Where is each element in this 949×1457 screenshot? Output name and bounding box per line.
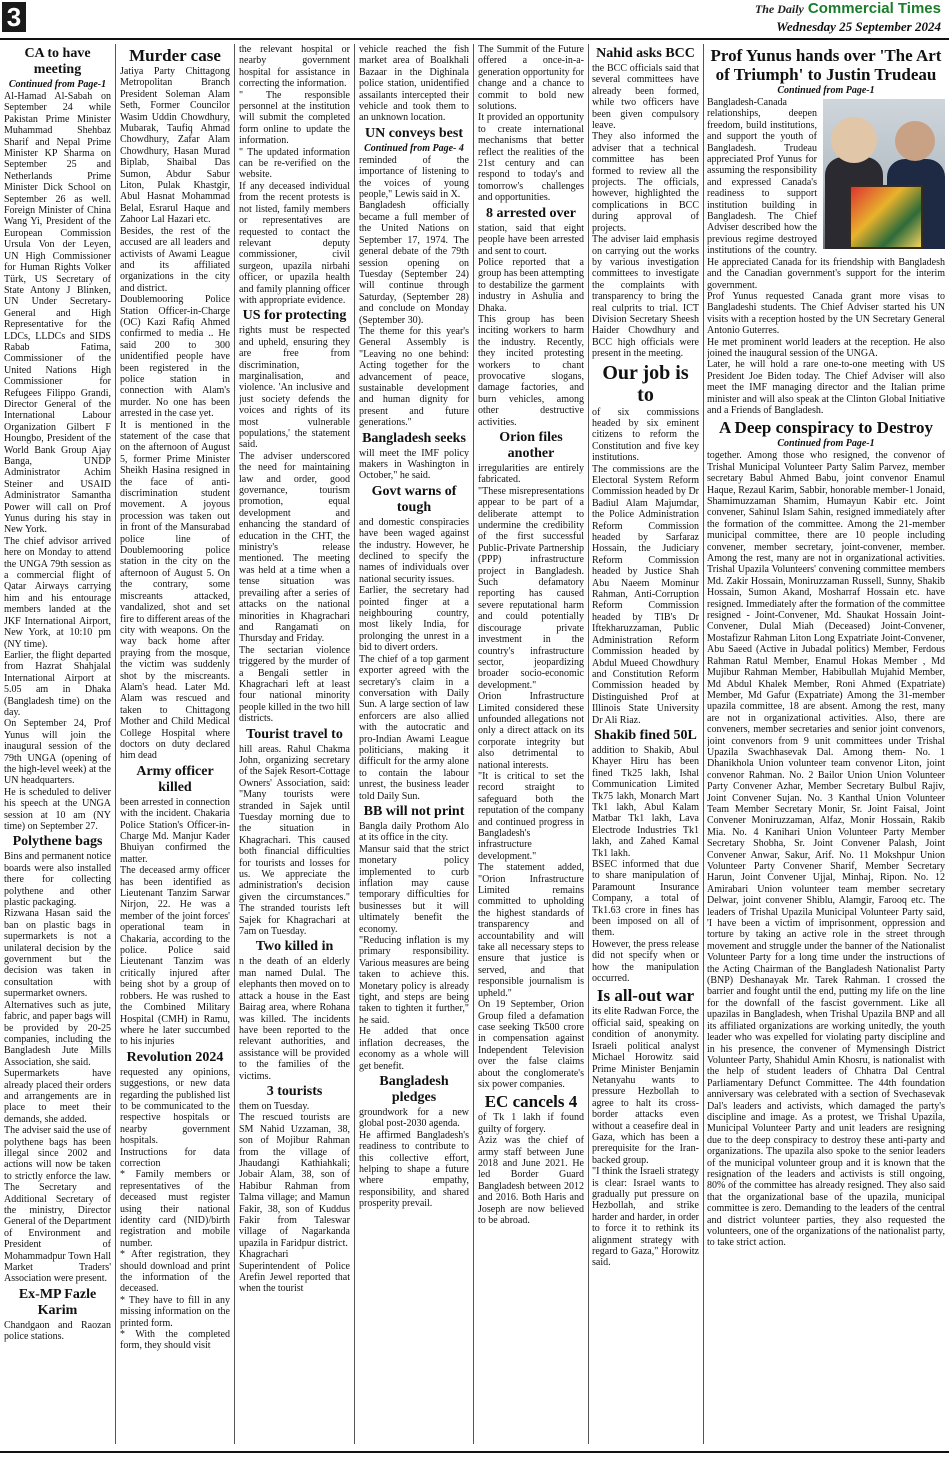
article-paragraph: Khagrachari Superintendent of Police Arefin Jewel reported that when the tourist: [239, 1249, 350, 1295]
article-paragraph: the relevant hospital or nearby government hospital for assistance in correcting the information.: [239, 44, 350, 90]
article-paragraph: The statement added, "Orion Infrastructure Limited remains committed to upholding the highest standards of transparency and accountability and will take all necessary steps to ensure that justice is served, and that responsible journalism is upheld.": [478, 862, 584, 999]
article-paragraph: Aziz was the chief of army staff between June 2018 and June 2021. He led Border Guard Bangladesh between 2012 and 2016. Both Haris and Joseph are now believed to be abroad.: [478, 1135, 584, 1226]
headline-revolution: Revolution 2024: [126, 1049, 224, 1065]
article-paragraph: of Tk 1 lakh if found guilty of forgery.: [478, 1112, 584, 1135]
headline-murder-case: Murder case: [129, 46, 221, 65]
column-3: [239, 44, 350, 1444]
column-divider: [473, 44, 474, 1444]
article-paragraph: On 19 September, Orion Group filed a defamation case seeking Tk500 crore in compensation against Independent Television over the false claims about the conglomerate's six power companies.: [478, 999, 584, 1090]
headline-ca-meeting: CA to have meeting: [24, 46, 91, 77]
article-paragraph: Instructions for data correction: [120, 1146, 230, 1169]
column-2: [120, 44, 230, 1444]
article-paragraph: rights must be respected and upheld, ensuring they are free from discrimination, marginalisation, and violence. 'An inclusive and just society defends the voices and rights of its most vulnerable populations,' the statement said.: [239, 325, 350, 451]
person-head: [831, 117, 877, 163]
article-paragraph: Earlier, the secretary had pointed finger at a neighbouring country, most likely India, for prolonging the unrest in a bid to divert orders.: [359, 585, 469, 654]
article-paragraph: the BCC officials said that several committees have already been formed, while two officers have been given compulsory leave.: [592, 63, 699, 132]
article-paragraph: Chandgaon and Raozan police stations.: [4, 1319, 111, 1343]
article-paragraph: It provided an opportunity to create international mechanisms that better reflect the realities of the 21st century and can respond to today's and tomorrow's challenges and opportunities.: [478, 112, 584, 204]
article-paragraph: * After registration, they should download and print the information of the deceased.: [120, 1249, 230, 1295]
article-paragraph: They also informed the adviser that a technical committee has been formed to review all the projects. The officials, however, highlighted the complications in BCC during approval of projects.: [592, 131, 699, 234]
article-paragraph: reminded of the importance of listening to the voices of young people," Lewis said in X.: [359, 154, 469, 201]
article-paragraph: Bangla daily Prothom Alo at its office in the city.: [359, 820, 469, 844]
article-paragraph: Alternatives such as jute, fabric, and paper bags will be provided by 20-25 companies, including the Bangladesh Jute Mills Association, she said.: [4, 999, 111, 1068]
article-paragraph: He added that once inflation decreases, the economy as a whole will get benefit.: [359, 1026, 469, 1072]
headline-govt-warns: Govt warns of tough: [371, 483, 457, 515]
article-paragraph: The chief advisor arrived here on Monday to attend the UNGA 79th session as a commercial flight of Qatar Airways carrying him and his entourage members landed at the JKF International Airport, New York, at 10:10 pm (NY time).: [4, 535, 111, 650]
article-paragraph: together. Among those who resigned, the convenor of Trishal Municipal Volunteer Party Salim Parvez, member secretary Babul Ahmed Babu, joint convenor Enamul Haque, Rezaul Karim, Sabbir, honorable member-1 Jonaid, Shamimuzzaman Shamim, Humayun Kabir etc. Joint convener, Sahinul Islam Sahin, resigned immediately after the formation of the committee. Among the 21-member municipal committee, there are 10 people including convener, member secretary, joint-convener, member. Among the rest, many are not in organizational activities. Trishal Upazila Volunteers' convening committee members Md. Zakir Hossain, Moniruzzaman Russell, Sunny, Shakib Hossain, Sumon Akand, Mosharraf Hossain etc. have resigned. Immediately after the formation of the committee resigned - Joint-Convener, Md. Shaukat Hossain Joint-Convener, Dulal Miah (Deceased) Joint-Convener, Mostafizur Rahman Liton Long Expatriate Joint-Convener, Abu Saeed (Active in Jubadal politics) Member, Ferdous Rahman Ratul Member, Enamul Hokas Member , Md Mujibur Rahman Member, Habibullah Mujahid Member, Md Abdul Khalek Member, Roni Ahmed (Expatriate) Member, Md Gafur (Expatriate) Among the 31-member upazila committee, 18 are absent. Among the rest, many are not in organizational activities. Also, there are conveners, member secretaries and senior joint convenors, joint convenors from 9 unit committees under Trishal Upazila Swachhasevak Dal. Among them- No. 1 Dhanikhola Union volunteer team convenor Liton, joint convenor Rahman. No. 2 Bailor Union Union Volunteer Party Convener Azhar, Member Secretary Bulbul Rajiv, Joint Convener Sujan. No. 3 Kanthal Union Volunteer Team Member Secretary Monir, Sr. Joint Faisal, Joint Convener Moniruzzaman, Alfaz, Monir Hossain, Rakib Mia. No. 4 Kanihari Union Volunteer Party Member Secretary Shobha, Sr. Joint Convener Palash, Joint Convener Anwar, Sakur, Arif. No. 11 Mokshpur Union Volunteer Party Convener Sharif, Member Secretary Harun, Joint Convener Ujjal, Minhaj, Ripon. No. 12 Amirabari Union volunteer team member secretary Delwar, joint convener Shiblu, Alamgir, Farooq etc. The leaders of Trishal Upazila Municipal Volunteer Party said, 'I have been a victim of imprisonment, oppression and torture by taking an active role in the street through movement and struggle under the banner of the Nationalist Volunteer Party for a long time under the instructions of the Acting Chairman of the Bangladesh Nationalist Party (BNP) Deshanayak Mr. Tarek Rahman. I crossed the barrier and fought until the end, putting my life on the line for the downfall of the fascist government. Like all upazilas in Bangladesh, when Trishal Upazila BNP and all its affiliated organizations are working unitedly, the youth leader who was expelled for violating party discipline and in his presence, the convener of Mymensingh District Volunteer Party, Shahidul Amin Khosru, is nationalist with the help of student leaders of Chhatra Dal Central Parliamentary Defunct Committee. The 44th foundation anniversary was celebrated with a section of Svechasevak Dal's leaders and activists, which damaged the party's discipline and image. As a protest, we Trishal Upazila, Municipal Volunteer Party and unit leaders are resigning due to the deep conspiracy to destroy these anti-party and organizations. The upazila also spoke to the senior leaders of the municipal volunteer group and it is known that the resignation of the leaders and activists is still ongoing, 80% of the committee has already resigned. They also said that the organizational base of the upazila, municipal committee is zero. Demanding to the leaders of the central and district volunteer parties, they also requested the volunteers, one of the organizations of the nationalist party, to take strict action.: [707, 450, 945, 1249]
article-paragraph: "I think the Israeli strategy is clear: Israel wants to gradually put pressure on Hezbollah, and strike harder and harder, in order to force it to rethink its alignment strategy with regard to Gaza," Horowitz said.: [592, 1166, 699, 1269]
issue-date: Wednesday 25 September 2024: [776, 19, 941, 34]
article-paragraph: Bangladesh officially became a full member of the United Nations on September 17, 1974. The general debate of the 79th session opening on Tuesday (September 24) will continue through Saturday, (September 28) and conclude on Monday (September 30).: [359, 200, 469, 326]
column-1: [4, 44, 111, 1444]
article-paragraph: However, the press release did not specify when or how the manipulation occurred.: [592, 938, 699, 985]
article-paragraph: The adviser underscored the need for maintaining law and order, good governance, tourism promotion, equal development and enhancing the standard of education in the CHT, the ministry's release mentioned. The meeting was held at a time when a tense situation was prevailing after a series of attacks on the national minorities in Khagrachari and Rangamati on Thursday and Friday.: [239, 450, 350, 645]
news-photo: [823, 99, 945, 249]
column-divider: [354, 44, 355, 1444]
article-paragraph: Supermarkets have already placed their orders and arrangements are in place to meet their demands, she added.: [4, 1068, 111, 1125]
article-paragraph: vehicle reached the fish market area of Boalkhali Bazaar in the Dighinala police station, unidentified assailants intercepted their vehicle and took them to an unknown location.: [359, 44, 469, 124]
article-paragraph: "Reducing inflation is my primary responsibility. Various measures are being taken to achieve this. Monetary policy is already tight, and steps are being taken to tighten it further," he said.: [359, 935, 469, 1026]
article-paragraph: The commissions are the Electoral System Reform Commission headed by Dr Badiul Alam Majumdar, the Police Administration Reform Commission headed by Sarfaraz Hossain, the Judiciary Reform Commission headed by Justice Shah Abu Naeem Mominur Rahman, Anti-Corruption Reform Commission headed by TIB's Dr Iftekharuzzaman, Public Administration Reform Commission headed by Abdul Mueed Chowdhury and Constitution Reform Commission headed by Distinguished Prof at Illinois State University Dr Ali Riaz.: [592, 463, 699, 726]
column-divider: [703, 44, 704, 1444]
article-paragraph: them on Tuesday.: [239, 1100, 310, 1112]
article-paragraph: The rescued tourists are SM Nahid Uzzaman, 38, son of Mojibur Rahman from the village of Jhaudangi Kathiahkali; Jobair Alam, 38, son of Habibur Rahman from Talma village; and Mamun Fakir, 38, son of Kuddus Fakir from Taleswar village of Nagarkanda upazila in Faridpur district.: [239, 1112, 350, 1249]
headline-all-out-war: Is all-out war: [596, 986, 695, 1006]
headline-yunus-trudeau: Prof Yunus hands over 'The Art of Triumph' to Justin Trudeau: [710, 46, 942, 84]
article-paragraph: He met prominent world leaders at the reception. He also joined the inaugural session of the UNGA.: [707, 336, 945, 359]
headline-bangladesh-pledges: Bangladesh pledges: [379, 1073, 449, 1105]
article-paragraph: Al-Hamad Al-Sabah on September 24 while Pakistan Prime Minister Muhammad Shehbaz Sharif and Nepal Prime Minister KP Sharma on September 25 and Netherlands Prime Minister Dick School on September 26 as well. Foreign Minister of China Wang Yi, President of the European Commission Ursula Von der Leyen, UN High Commissioner for Human Rights Volker Türk, US Secretary of State Antony J Blinken, UN Under Secretary-General and High Representative for the LDCs, LLDCs and SIDS Rabab Fatima, Commissioner of the United Nations High Commissioner for Refugees Filippo Grandi, Director General of the International Labour Organization Gilbert F Houngbo, President of the World Bank Group Ajay Banga, UNDP Administrator Achim Steiner and USAID Administrator Samantha Power will call on Prof Yunus during his stay in New York.: [4, 91, 111, 536]
continued-label: Continued from Page-1: [8, 79, 107, 90]
headline-tourist-travel: Tourist travel to: [246, 726, 343, 742]
article-paragraph: addition to Shakib, Abul Khayer Hiru has been fined Tk25 lakh, Ishal Communication Limited Tk75 lakh, Monarch Mart Tk1 lakh, Abul Kalam Matbar Tk1 lakh, Lava Electrode Industries Tk1 lakh, and Zahed Kamal Tk1 lakh.: [592, 744, 699, 859]
column-divider: [115, 44, 116, 1444]
article-paragraph: Bins and permanent notice boards were also installed there for collecting polythene and other plastic packaging.: [4, 851, 111, 909]
headline-our-job: Our job is to: [602, 361, 689, 406]
headline-3-tourists: 3 tourists: [266, 1083, 323, 1099]
headline-deep-conspiracy: A Deep conspiracy to Destroy: [718, 418, 934, 438]
article-paragraph: The adviser laid emphasis on carrying out the works by various investigation committees to investigate the complaints with transparency to bring the real culprits to trial. ICT Division Secretary Sheesh Haider Chowdhury and BCC high officials were present in the meeting.: [592, 234, 699, 360]
article-paragraph: station, said that eight people have been arrested and sent to court.: [478, 222, 584, 257]
article-paragraph: " The responsible personnel at the institution will submit the completed form online to update the information.: [239, 89, 350, 147]
article-paragraph: Orion Infrastructure Limited considered these unfounded allegations not only a direct attack on its corporate integrity but also detrimental to national interests.: [478, 691, 584, 771]
article-paragraph: Besides, the rest of the accused are all leaders and activists of Awami League and its affiliated organizations in the city and district.: [120, 225, 230, 294]
column-divider: [588, 44, 589, 1444]
article-paragraph: hill areas. Rahul Chakma John, organizing secretary of the Sajek Resort-Cottage Owners' Association, said: "Many tourists were stranded in Sajek until Tuesday morning due to the situation in Khagrachari. This caused both financial difficulties for tourists and losses for us. We appreciate the administration's decision given the circumstances." The stranded tourists left Sajek for Khagrachari at 7am on Tuesday.: [239, 743, 350, 938]
person-head: [895, 121, 935, 161]
article-paragraph: Bangladesh-Canada relationships, deepen freedom, build institutions, and support the youth of Bangladesh. Trudeau appreciated Prof Yunus for assuming the responsibility and expressed Canada's readiness to support institution building in Bangladesh. The Chief Adviser described how the previous regime destroyed institutions of the country. He appreciated Canada for its friendship with Bangladesh and the Canadian government's support for the interim government.: [707, 97, 945, 291]
continued-label: Continued from Page-1: [777, 438, 875, 450]
continued-label: Continued from Page- 4: [364, 142, 464, 154]
article-paragraph: * With the completed form, they should visit: [120, 1329, 230, 1352]
article-paragraph: The Summit of the Future offered a once-in-a-generation opportunity for change and a chance to commit to bold new solutions.: [478, 44, 584, 113]
article-paragraph: Rizwana Hasan said the ban on plastic bags in supermarkets is not a unilateral decision by the government but the decision was taken in consultation with supermarket owners.: [4, 908, 111, 1000]
article-paragraph: It is mentioned in the statement of the case that on the afternoon of August 5, former Prime Minister Sheikh Hasina resigned in the face of anti-discrimination student movement. A joyous procession was taken out in front of the Mansurabad police line of Doublemooring police station in the city on the afternoon of August 5. On the contrary, some miscreants attacked, vandalized, shot and set fire to different areas of the city with weapons. On the way back home after praying from the mosque, the victim was suddenly shot by the miscreants. Alam's head. Later Md. Alam was rescued and taken to Chittagong Mother and Child Medical College Hospital where doctors on duty declared him dead: [120, 419, 230, 762]
headline-us-protecting: US for protecting: [242, 308, 347, 324]
article-paragraph: "These misrepresentations appear to be part of a deliberate attempt to undermine the credibility of the first successful Public-Private Partnership (PPP) infrastructure project in Bangladesh. Such defamatory reporting has caused severe reputational harm and could potentially discourage private investment in the country's infrastructure sector, jeopardizing broader socio-economic development.": [478, 485, 584, 691]
headline-nahid-bcc: Nahid asks BCC: [596, 46, 695, 61]
article-paragraph: of six commissions headed by six eminent citizens to reform the Constitution and five key institutions.: [592, 406, 699, 464]
continued-label: Continued from Page-1: [777, 85, 875, 96]
article-paragraph: Earlier, the flight departed from Hazrat Shahjalal International Airport at 5.05 am in Dhaka (Bangladesh time) on the day.: [4, 649, 111, 718]
headline-shakib-fined: Shakib fined 50L: [594, 727, 697, 743]
article-paragraph: Later, he will hold a rare one-to-one meeting with US President Joe Biden today. The Chief Adviser will also meet the IMF managing director and the Italian prime minister and will also speak at the Clinton Global Initiative and a Friends of Bangladesh.: [707, 359, 945, 416]
article-paragraph: Police reported that a group has been attempting to destabilize the garment industry in Ashulia and Dhaka.: [478, 256, 584, 314]
article-paragraph: He is scheduled to deliver his speech at the UNGA session at 10 am (NY time) on September 27.: [4, 786, 111, 832]
masthead-the: The Daily: [754, 2, 804, 16]
article-paragraph: "It is critical to set the record straight to safeguard both the reputation of the company and continued progress in Bangladesh's infrastructure development.": [478, 770, 584, 862]
article-paragraph: irregularities are entirely fabricated.: [478, 463, 584, 486]
article-paragraph: n the death of an elderly man named Dulal. The elephants then moved on to attack a house in the East Bairag area, where Rohana was killed. The incidents have been reported to the relevant authorities, and assistance will be provided to the families of the victims.: [239, 956, 350, 1082]
article-paragraph: Prof Yunus requested Canada grant more visas to Bangladeshi students. The Chief Adviser started his UN visits with a reception hosted by the UN Secretary General Antonio Guterres.: [707, 290, 945, 337]
artwork-frame: [849, 185, 923, 249]
masthead-name: Commercial Times: [807, 0, 941, 17]
article-paragraph: This group has been inciting workers to harm the industry. Recently, they incited protesting workers to chant provocative slogans, damage factories, and burn vehicles, among other destructive activities.: [478, 313, 584, 428]
headline-two-killed: Two killed in: [255, 939, 334, 955]
headline-un-conveys: UN conveys best: [365, 125, 463, 141]
article-paragraph: He affirmed Bangladesh's readiness to contribute to this collective effort, helping to shape a future where empathy, responsibility, and shared prosperity prevail.: [359, 1129, 469, 1210]
column-divider: [234, 44, 235, 1444]
column-7: [707, 44, 945, 1444]
article-paragraph: " The updated information can be re-verified on the website.: [239, 146, 350, 181]
page-header: [0, 0, 949, 38]
article-paragraph: BSEC informed that due to share manipulation of Paramount Insurance Company, a total of Tk1.63 crore in fines has been imposed on all of them.: [592, 859, 699, 939]
headline-polythene: Polythene bags: [12, 834, 103, 850]
headline-fazle-karim: Ex-MP Fazle Karim: [18, 1286, 97, 1318]
article-paragraph: its elite Radwan Force, the official said, speaking on condition of anonymity. Israeli political analyst Michael Horowitz said Prime Minister Benjamin Netanyahu wants to pressure Hezbollah to agree to halt its cross-border attacks even without a ceasefire deal in Gaza, which has been a prerequisite for the Iran-backed group.: [592, 1006, 699, 1166]
headline-bangladesh-seeks: Bangladesh seeks: [362, 430, 466, 446]
article-paragraph: * They have to fill in any missing information on the printed form.: [120, 1294, 230, 1329]
article-paragraph: On September 24, Prof Yunus will join the inaugural session of the 79th UNGA (opening of the high-level week) at the UN headquarters.: [4, 718, 111, 787]
headline-army-officer: Army officer killed: [136, 763, 214, 795]
article-paragraph: Jatiya Party Chittagong Metropolitan Branch President Soleman Alam Seth, Former Councilor Wasim Uddin Chowdhury, Mubarak, Taufiq Ahmad Chowdhury, Zafar Alam Chowdhury, Hasan Murad Biplab, Shaibal Das Sumon, Abdur Sabur Liton, Pulak Khastgir, Abul Hasnat Mohammad Belal, Esrarul Haque and Zahoor Lal Hazari etc.: [120, 66, 230, 226]
article-paragraph: been arrested in connection with the incident. Chakaria Police Station's Officer-in-Charge Md. Manjur Kader Bhuiyan confirmed the matter.: [120, 796, 230, 865]
article-paragraph: and domestic conspiracies have been waged against the industry. However, he declined to specify the names of individuals over national security issues.: [359, 516, 469, 585]
article-paragraph: * Family members or representatives of the deceased must register using their national identity card (NID)/birth registration and mobile number.: [120, 1169, 230, 1249]
header-rule: [0, 38, 949, 40]
column-6: [592, 44, 699, 1444]
article-paragraph: will meet the IMF policy makers in Washington in October," he said.: [359, 447, 469, 482]
article-paragraph: The adviser said the use of polythene bags has been illegal since 2002 and actions will now be taken to strictly enforce the law. The Secretary and Additional Secretary of the ministry, Director General of the Department of Environment and President of Mohammadpur Town Hall Market Traders' Association were present.: [4, 1125, 111, 1285]
article-paragraph: Mansur said that the strict monetary policy implemented to curb inflation may cause temporary difficulties for businesses but it will ultimately benefit the economy.: [359, 843, 469, 935]
headline-ec-cancels: EC cancels 4: [484, 1092, 578, 1112]
article-paragraph: If any deceased individual from the recent protests is not listed, family members or representatives are requested to contact the relevant deputy commissioner, civil surgeon, upazila nirbahi officer, or upazila health and family planning officer with appropriate evidence.: [239, 180, 350, 306]
headline-8-arrested: 8 arrested over: [486, 205, 576, 221]
article-paragraph: groundwork for a new global post-2030 agenda.: [359, 1106, 469, 1130]
article-paragraph: requested any opinions, suggestions, or new data regarding the published list to be communicated to the respective hospitals or nearby government hospitals.: [120, 1066, 230, 1147]
article-paragraph: The theme for this year's General Assembly is "Leaving no one behind: Acting together for the advancement of peace, sustainable development and human dignity for present and future generations.": [359, 325, 469, 429]
page-number: 3: [2, 2, 26, 32]
headline-orion-files: Orion files another: [499, 430, 563, 461]
article-paragraph: The chief of a top garment exporter agreed with the secretary's claim in a conversation with Daily Sun. A large section of law enforcers are also allied with the autocratic and pro-Indian Awami League politicians, making it difficult for the army alone to contain the labour unrest, the business leader told Daily Sun.: [359, 653, 469, 802]
article-paragraph: Doublemooring Police Station Officer-in-Charge (OC) Kazi Rafiq Ahmed confirmed to media .. He said 200 to 300 unidentified people have been registered in the police station in connection with Alam's murder. No one has been arrested in the case yet.: [120, 294, 230, 420]
column-5: [478, 44, 584, 1444]
article-paragraph: The sectarian violence triggered by the murder of a Bengali settler in Khagrachari left at least four national minority people killed in the two hill districts.: [239, 644, 350, 725]
column-4: [359, 44, 469, 1444]
footer-rule: [0, 1451, 949, 1453]
masthead: [755, 0, 941, 36]
headline-bb-not-print: BB will not print: [363, 803, 465, 819]
article-paragraph: The deceased army officer has been identified as Lieutenant Tanzim Sarwar Nirjon, 22. He was a member of the joint forces' operational team in Chakaria, according to the police. Police said Lieutenant Tanzim was critically injured after being shot by a group of robbers. He was rushed to the Combined Military Hospital (CMH) in Ramu, where he later succumbed to his injuries: [120, 865, 230, 1048]
